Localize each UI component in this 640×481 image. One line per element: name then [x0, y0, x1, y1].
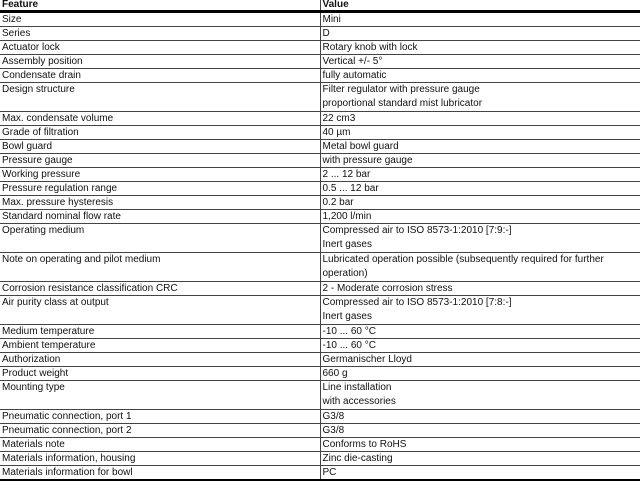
table-row: [0, 112, 640, 126]
value-cell: [320, 12, 640, 27]
table-body: [0, 12, 640, 481]
value-cell: [320, 168, 640, 182]
value-line: -10 ... 60 °C: [322, 340, 376, 351]
feature-cell: Air purity class at output: [0, 296, 320, 325]
value-line: 2 ... 12 bar: [322, 169, 371, 180]
table-row: [0, 353, 640, 367]
table-row: [0, 196, 640, 210]
value-cell: [320, 381, 640, 410]
value-line: fully automatic: [322, 70, 387, 81]
value-cell: [320, 424, 640, 438]
feature-cell: Materials information for bowl: [0, 466, 320, 481]
value-line: Mini: [322, 14, 341, 25]
value-line: operation): [322, 268, 368, 279]
feature-cell: Series: [0, 27, 320, 41]
value-line: 22 cm3: [322, 113, 356, 124]
feature-cell: Grade of filtration: [0, 126, 320, 140]
table-row: [0, 210, 640, 224]
table-row: [0, 154, 640, 168]
feature-cell: Authorization: [0, 353, 320, 367]
value-line: with accessories: [322, 396, 396, 407]
value-line: Rotary knob with lock: [322, 42, 418, 53]
table-row: [0, 410, 640, 424]
table-row: [0, 381, 640, 410]
value-line: G3/8: [322, 411, 345, 422]
feature-cell: Mounting type: [0, 381, 320, 410]
value-cell: [320, 438, 640, 452]
value-line: Zinc die-casting: [322, 453, 393, 464]
feature-cell: Operating medium: [0, 224, 320, 253]
value-line: 1,200 l/min: [322, 211, 372, 222]
value-line: Filter regulator with pressure gauge: [322, 84, 480, 95]
feature-cell: Size: [0, 12, 320, 27]
table-row: [0, 325, 640, 339]
value-line: 2 - Moderate corrosion stress: [322, 283, 453, 294]
feature-cell: Standard nominal flow rate: [0, 210, 320, 224]
table-row: [0, 253, 640, 282]
value-line: Lubricated operation possible (subsequently required for further: [322, 254, 604, 265]
value-line: -10 ... 60 °C: [322, 326, 376, 337]
value-line: Metal bowl guard: [322, 141, 399, 152]
value-cell: [320, 466, 640, 481]
feature-cell: Corrosion resistance classification CRC: [0, 282, 320, 296]
value-line: Germanischer Lloyd: [322, 354, 412, 365]
value-line: 0.5 ... 12 bar: [322, 183, 379, 194]
feature-cell: Materials note: [0, 438, 320, 452]
value-cell: [320, 69, 640, 83]
value-line: 40 µm: [322, 127, 351, 138]
value-cell: [320, 196, 640, 210]
table-row: [0, 12, 640, 27]
feature-cell: Actuator lock: [0, 41, 320, 55]
table-row: [0, 367, 640, 381]
feature-cell: Medium temperature: [0, 325, 320, 339]
value-cell: [320, 452, 640, 466]
value-line: Compressed air to ISO 8573-1:2010 [7:8:-]: [322, 297, 512, 308]
feature-cell: Design structure: [0, 83, 320, 112]
value-line: 660 g: [322, 368, 348, 379]
table-row: [0, 466, 640, 481]
feature-cell: Product weight: [0, 367, 320, 381]
value-cell: [320, 83, 640, 112]
table-row: [0, 452, 640, 466]
table-row: [0, 69, 640, 83]
value-cell: [320, 126, 640, 140]
table-row: [0, 438, 640, 452]
table-row: [0, 126, 640, 140]
value-cell: [320, 339, 640, 353]
value-line: Compressed air to ISO 8573-1:2010 [7:9:-]: [322, 225, 512, 236]
feature-cell: Max. pressure hysteresis: [0, 196, 320, 210]
table-row: [0, 27, 640, 41]
feature-cell: Condensate drain: [0, 69, 320, 83]
value-cell: [320, 296, 640, 325]
table-row: [0, 182, 640, 196]
feature-cell: Assembly position: [0, 55, 320, 69]
value-line: 0.2 bar: [322, 197, 354, 208]
value-line: Inert gases: [322, 311, 372, 322]
value-cell: [320, 140, 640, 154]
value-cell: [320, 253, 640, 282]
table-header-row: [0, 0, 640, 12]
value-line: D: [322, 28, 330, 39]
table-row: [0, 339, 640, 353]
value-line: Vertical +/- 5°: [322, 56, 383, 67]
feature-cell: Pneumatic connection, port 1: [0, 410, 320, 424]
value-line: Line installation: [322, 382, 392, 393]
column-header-value: Value: [320, 0, 640, 12]
value-cell: [320, 325, 640, 339]
value-cell: [320, 154, 640, 168]
table-row: [0, 296, 640, 325]
feature-cell: Ambient temperature: [0, 339, 320, 353]
feature-cell: Pressure gauge: [0, 154, 320, 168]
value-line: G3/8: [322, 425, 345, 436]
feature-cell: Note on operating and pilot medium: [0, 253, 320, 282]
table-row: [0, 140, 640, 154]
table-row: [0, 224, 640, 253]
value-cell: [320, 112, 640, 126]
value-cell: [320, 27, 640, 41]
feature-cell: Bowl guard: [0, 140, 320, 154]
value-cell: [320, 282, 640, 296]
value-cell: [320, 224, 640, 253]
value-cell: [320, 410, 640, 424]
table-row: [0, 282, 640, 296]
table-row: [0, 424, 640, 438]
value-cell: [320, 41, 640, 55]
feature-cell: Materials information, housing: [0, 452, 320, 466]
value-line: PC: [322, 467, 337, 478]
feature-cell: Pneumatic connection, port 2: [0, 424, 320, 438]
value-line: Inert gases: [322, 239, 372, 250]
feature-cell: Working pressure: [0, 168, 320, 182]
value-cell: [320, 55, 640, 69]
value-line: proportional standard mist lubricator: [322, 98, 483, 109]
column-header-feature: Feature: [0, 0, 320, 12]
feature-cell: Pressure regulation range: [0, 182, 320, 196]
feature-cell: Max. condensate volume: [0, 112, 320, 126]
value-line: Conforms to RoHS: [322, 439, 407, 450]
value-line: with pressure gauge: [322, 155, 413, 166]
table-row: [0, 55, 640, 69]
value-cell: [320, 353, 640, 367]
table-row: [0, 41, 640, 55]
value-cell: [320, 367, 640, 381]
value-cell: [320, 182, 640, 196]
table-row: [0, 168, 640, 182]
table-row: [0, 83, 640, 112]
value-cell: [320, 210, 640, 224]
